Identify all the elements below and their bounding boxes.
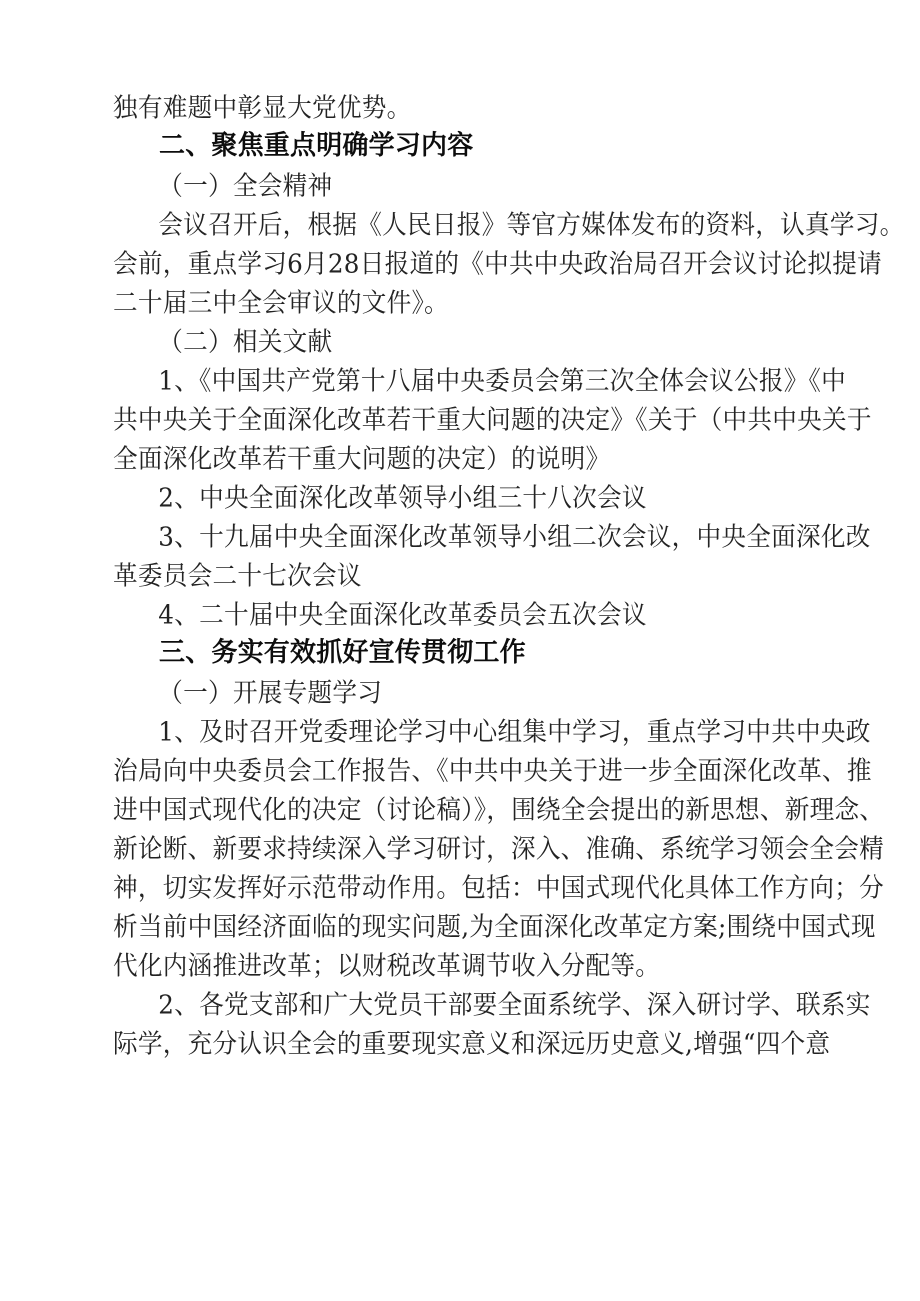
text-line: 3、十九届中央全面深化改革领导小组二次会议，中央全面深化改: [158, 521, 871, 552]
text-line: 会前，重点学习6月28日报道的《中共中央政治局召开会议讨论拟提请: [113, 248, 883, 279]
text-line: 4、二十届中央全面深化改革委员会五次会议: [158, 599, 647, 630]
text-line: 际学，充分认识全会的重要现实意义和深远历史意义,增强“四个意: [113, 1028, 831, 1059]
text-line: 全面深化改革若干重大问题的决定）的说明》: [113, 443, 611, 474]
text-line: 治局向中央委员会工作报告、《中共中央关于进一步全面深化改革、推: [113, 755, 872, 786]
text-line: 2、各党支部和广大党员干部要全面系统学、深入研讨学、联系实: [158, 989, 871, 1020]
text-line: 共中央关于全面深化改革若干重大问题的决定》《关于（中共中央关于: [113, 404, 872, 435]
text-line: 新论断、新要求持续深入学习研讨，深入、准确、系统学习领会全会精: [113, 833, 885, 864]
text-line: 革委员会二十七次会议: [113, 560, 362, 591]
text-line: 1、《中国共产党第十八届中央委员会第三次全体会议公报》《中: [158, 365, 847, 396]
text-line: 二十届三中全会审议的文件》。: [113, 287, 449, 318]
text-line: 神，切实发挥好示范带动作用。包括：中国式现代化具体工作方向；分: [113, 872, 885, 903]
text-line: （二）相关文献: [158, 326, 333, 357]
text-line: （一）全会精神: [158, 170, 333, 201]
section-heading: 二、聚焦重点明确学习内容: [159, 130, 474, 162]
text-line: 独有难题中彰显大党优势。: [113, 92, 412, 123]
text-line: 代化内涵推进改革；以财税改革调节收入分配等。: [113, 950, 661, 981]
document-body: [113, 88, 905, 1063]
section-heading: 三、务实有效抓好宣传贯彻工作: [159, 637, 526, 669]
text-line: 1、及时召开党委理论学习中心组集中学习，重点学习中共中央政: [158, 716, 871, 747]
text-line: 进中国式现代化的决定（讨论稿）》，围绕全会提出的新思想、新理念、: [113, 794, 885, 825]
text-line: 析当前中国经济面临的现实问题,为全面深化改革定方案;围绕中国式现: [113, 911, 876, 942]
text-line: （一）开展专题学习: [158, 677, 383, 708]
text-line: 会议召开后，根据《人民日报》等官方媒体发布的资料，认真学习。: [158, 209, 905, 240]
text-line: 2、中央全面深化改革领导小组三十八次会议: [158, 482, 647, 513]
